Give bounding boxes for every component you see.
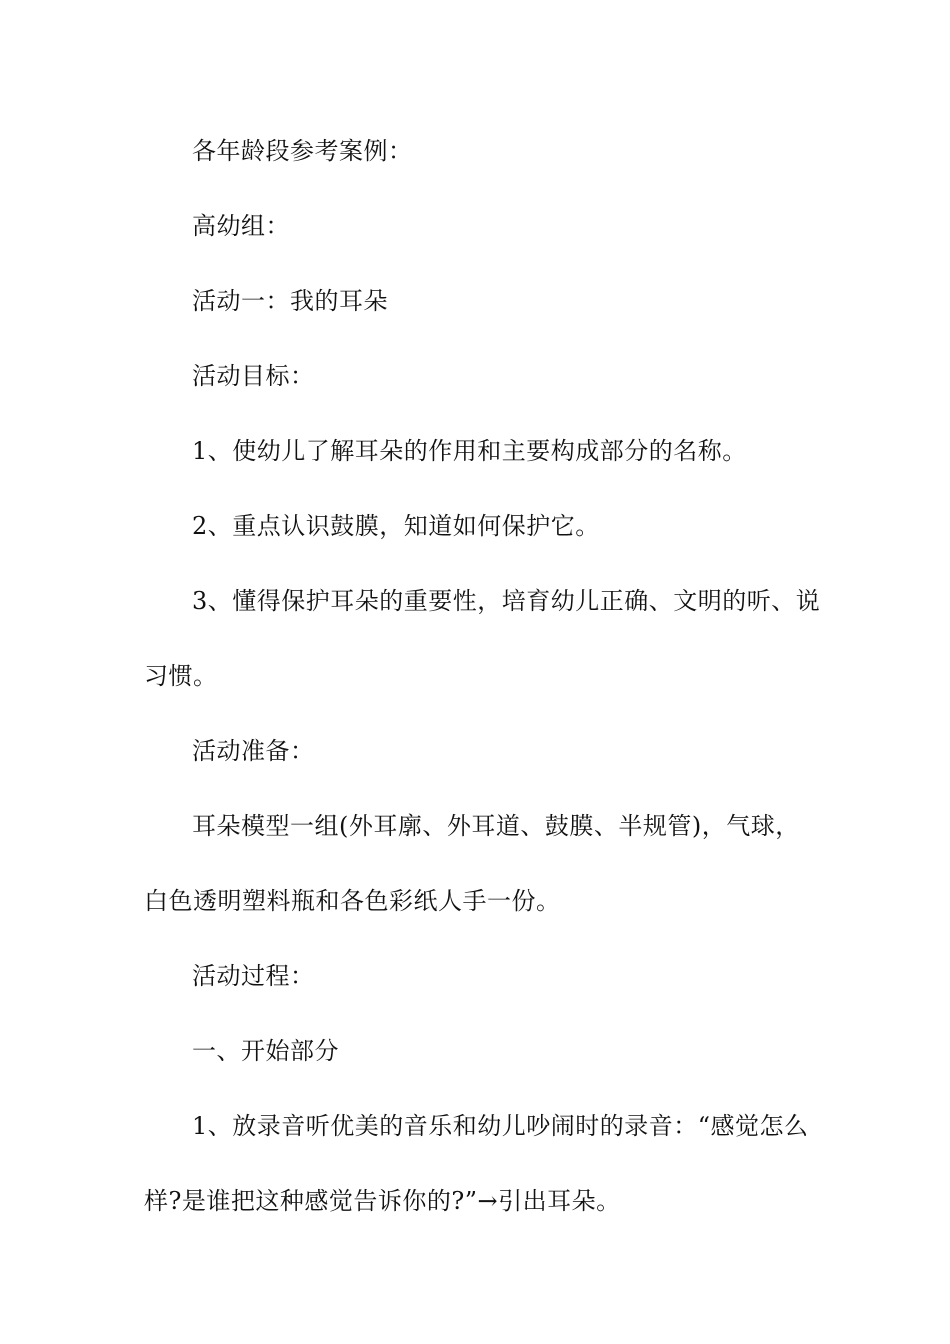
- process-step-1: 1、放录音听优美的音乐和幼儿吵闹时的录音：“感觉怎么: [192, 1112, 809, 1140]
- process-heading: 活动过程：: [192, 962, 315, 990]
- preparation-text: 耳朵模型一组(外耳廓、外耳道、鼓膜、半规管)，气球，: [192, 812, 800, 840]
- process-step-1-continued: 样?是谁把这种感觉告诉你的?”→引出耳朵。: [144, 1187, 621, 1215]
- objective-item-3: 3、懂得保护耳朵的重要性，培育幼儿正确、文明的听、说: [192, 587, 821, 615]
- group-heading-senior: 高幼组：: [192, 212, 290, 240]
- objective-item-3-continued: 习惯。: [144, 662, 218, 690]
- activity-title: 活动一：我的耳朵: [192, 287, 388, 315]
- objectives-heading: 活动目标：: [192, 362, 315, 390]
- section-heading-reference-cases: 各年龄段参考案例：: [192, 137, 413, 165]
- preparation-text-continued: 白色透明塑料瓶和各色彩纸人手一份。: [144, 887, 561, 915]
- preparation-heading: 活动准备：: [192, 737, 315, 765]
- objective-item-2: 2、重点认识鼓膜，知道如何保护它。: [192, 512, 600, 540]
- objective-item-1: 1、使幼儿了解耳朵的作用和主要构成部分的名称。: [192, 437, 747, 465]
- process-part-one-heading: 一、开始部分: [192, 1037, 339, 1065]
